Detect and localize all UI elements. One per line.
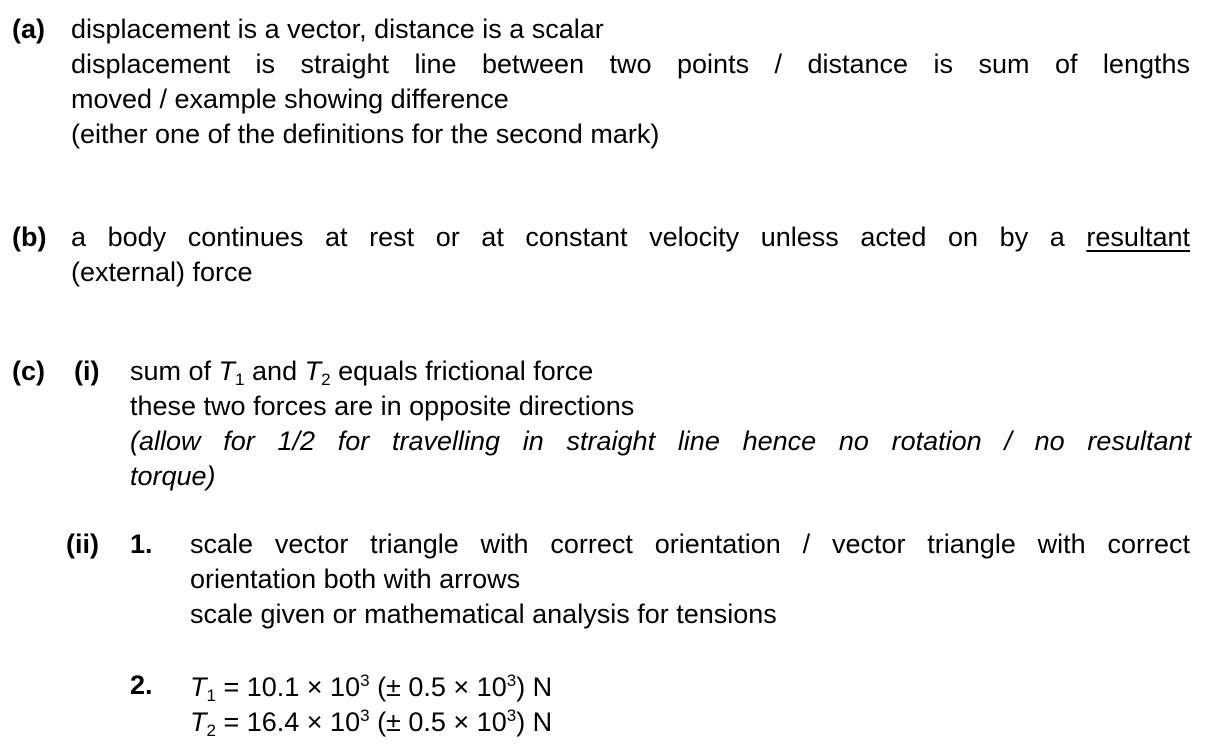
- part-a-line-2: displacement is straight line between two points / distance is sum of lengths: [71, 49, 1190, 79]
- item-1-line-1: scale vector triangle with correct orientation / vector triangle with correct: [190, 529, 1190, 559]
- c-i-text-a: sum of: [130, 356, 212, 386]
- tolerance-close-unit: ) N: [516, 707, 553, 737]
- exponent: 3: [360, 671, 370, 690]
- t2-value: = 16.4 × 10: [215, 707, 361, 737]
- part-c-label: (c): [12, 356, 45, 386]
- exponent: 3: [506, 671, 517, 690]
- part-a-label: (a): [12, 14, 45, 44]
- part-c-i-line-1: [130, 358, 593, 388]
- part-b-line-2: (external) force: [71, 257, 253, 287]
- part-b-line-1: [71, 224, 1190, 254]
- part-c-i-line-4: torque): [130, 461, 216, 491]
- t-symbol: T: [190, 672, 207, 702]
- part-a-line-1: displacement is a vector, distance is a scalar: [71, 14, 604, 44]
- part-c-i-line-3: (allow for 1/2 for travelling in straight line hence no rotation / no resultant: [130, 426, 1191, 456]
- part-c-i-label: (i): [74, 356, 100, 386]
- item-1-line-2: orientation both with arrows: [190, 564, 521, 594]
- tolerance-open: (± 0.5 × 10: [369, 707, 507, 737]
- part-c-ii-label: (ii): [66, 529, 99, 559]
- t2-answer: [190, 707, 552, 739]
- t-symbol: T: [218, 356, 236, 386]
- part-a-line-4: (either one of the definitions for the second mark): [71, 119, 660, 149]
- tolerance-close-unit: ) N: [516, 672, 553, 702]
- c-i-text-b: and: [252, 356, 298, 386]
- t-symbol: T: [304, 356, 322, 386]
- t-symbol: T: [190, 707, 207, 737]
- subscript-1: 1: [235, 370, 245, 389]
- exponent: 3: [360, 706, 370, 725]
- subscript-2: 2: [206, 721, 216, 740]
- tolerance-open: (± 0.5 × 10: [369, 672, 507, 702]
- part-b-line-1-text: a body continues at rest or at constant velocity unless acted on by a: [71, 222, 1065, 252]
- item-1-number: 1.: [130, 529, 153, 559]
- part-a-line-3: moved / example showing difference: [71, 84, 509, 114]
- item-2-number: 2.: [130, 670, 153, 700]
- part-c-i-line-2: these two forces are in opposite directions: [130, 391, 635, 421]
- t1-value: = 10.1 × 10: [215, 672, 361, 702]
- t1-answer: [190, 672, 552, 704]
- part-b-label: (b): [12, 222, 47, 252]
- exponent: 3: [506, 706, 517, 725]
- subscript-2: 2: [321, 370, 331, 389]
- subscript-1: 1: [206, 686, 216, 705]
- resultant-underlined: resultant: [1086, 222, 1190, 252]
- c-i-text-c: equals frictional force: [338, 356, 594, 386]
- item-1-line-3: scale given or mathematical analysis for tensions: [190, 599, 777, 629]
